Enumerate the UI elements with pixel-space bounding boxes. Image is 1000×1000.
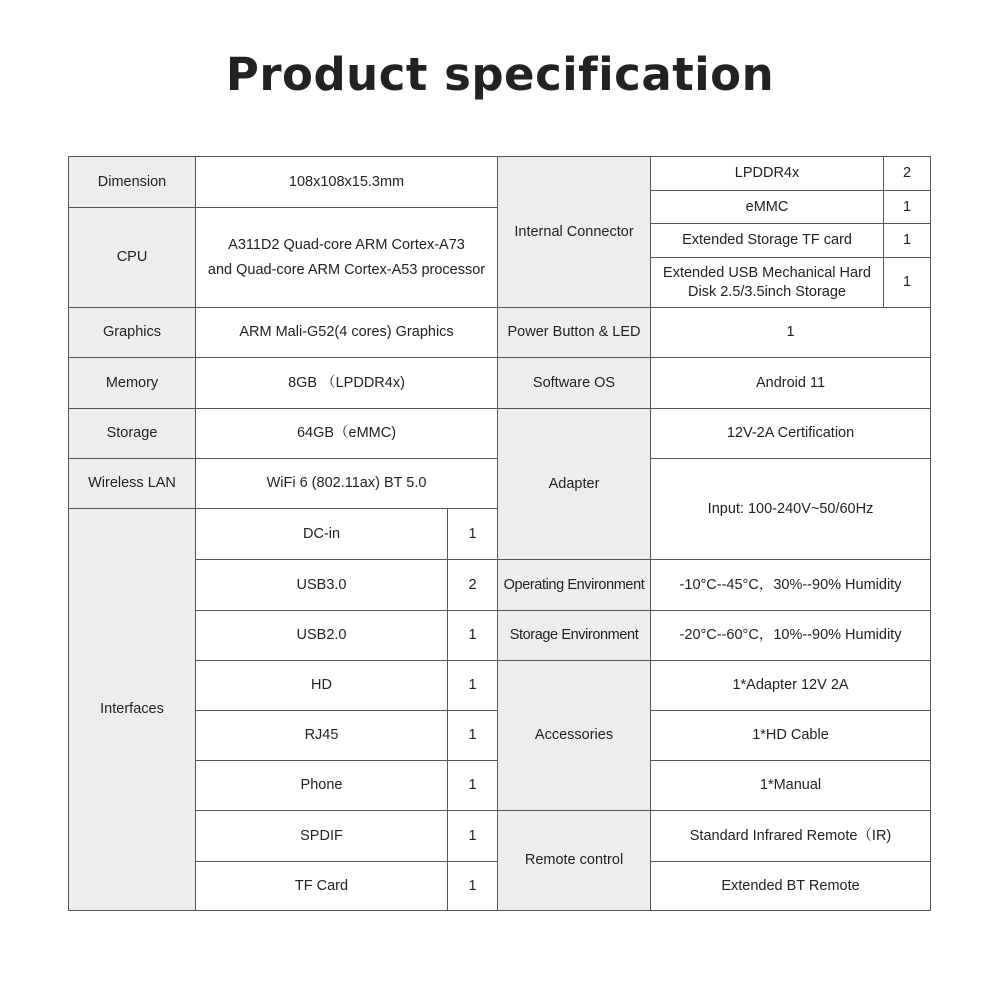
interface-name: USB3.0 — [196, 560, 448, 611]
interface-name: TF Card — [196, 862, 448, 911]
internal-connector-item: Extended Storage TF card — [651, 224, 884, 258]
cpu-label: CPU — [69, 208, 196, 308]
graphics-label: Graphics — [69, 308, 196, 358]
remote-control-label: Remote control — [498, 811, 651, 911]
internal-connector-item-line2: Disk 2.5/3.5inch Storage — [688, 283, 846, 300]
adapter-label: Adapter — [498, 409, 651, 560]
accessory-item: 1*Manual — [651, 761, 931, 811]
memory-label: Memory — [69, 358, 196, 409]
accessories-label: Accessories — [498, 661, 651, 811]
accessory-item: 1*Adapter 12V 2A — [651, 661, 931, 711]
accessory-item: 1*HD Cable — [651, 711, 931, 761]
remote-control-item: Extended BT Remote — [651, 862, 931, 911]
internal-connector-item — [651, 258, 884, 308]
interface-name: Phone — [196, 761, 448, 811]
interface-name: HD — [196, 661, 448, 711]
interface-count: 2 — [448, 560, 498, 611]
interface-name: RJ45 — [196, 711, 448, 761]
operating-environment-value: -10°C--45°C，30%--90% Humidity — [651, 560, 931, 611]
internal-connector-count: 1 — [884, 224, 931, 258]
interface-count: 1 — [448, 711, 498, 761]
software-os-label: Software OS — [498, 358, 651, 409]
storage-environment-value: -20°C--60°C，10%--90% Humidity — [651, 611, 931, 661]
remote-control-item: Standard Infrared Remote（IR) — [651, 811, 931, 862]
dimension-value: 108x108x15.3mm — [196, 157, 498, 208]
memory-value: 8GB （LPDDR4x) — [196, 358, 498, 409]
internal-connector-count: 1 — [884, 191, 931, 224]
storage-label: Storage — [69, 409, 196, 459]
wireless-lan-label: Wireless LAN — [69, 459, 196, 509]
adapter-input: Input: 100-240V~50/60Hz — [651, 459, 931, 560]
power-button-value: 1 — [651, 308, 931, 358]
software-os-value: Android 11 — [651, 358, 931, 409]
cpu-value — [196, 208, 498, 308]
interface-name: SPDIF — [196, 811, 448, 862]
interface-count: 1 — [448, 611, 498, 661]
graphics-value: ARM Mali-G52(4 cores) Graphics — [196, 308, 498, 358]
interfaces-label: Interfaces — [69, 509, 196, 911]
cpu-value-line1: A311D2 Quad-core ARM Cortex-A73 — [228, 237, 465, 254]
interface-name: DC-in — [196, 509, 448, 560]
interface-count: 1 — [448, 509, 498, 560]
cpu-value-line2: and Quad-core ARM Cortex-A53 processor — [207, 261, 486, 278]
power-button-label: Power Button & LED — [498, 308, 651, 358]
interface-name: USB2.0 — [196, 611, 448, 661]
adapter-certification: 12V-2A Certification — [651, 409, 931, 459]
interface-count: 1 — [448, 761, 498, 811]
storage-environment-label: Storage Environment — [498, 611, 651, 661]
internal-connector-count: 2 — [884, 157, 931, 191]
internal-connector-item-line1: Extended USB Mechanical Hard — [663, 265, 871, 282]
dimension-label: Dimension — [69, 157, 196, 208]
page-title: Product specification — [225, 48, 775, 101]
internal-connector-item: eMMC — [651, 191, 884, 224]
interface-count: 1 — [448, 862, 498, 911]
internal-connector-label: Internal Connector — [498, 157, 651, 308]
interface-count: 1 — [448, 661, 498, 711]
internal-connector-item: LPDDR4x — [651, 157, 884, 191]
wireless-lan-value: WiFi 6 (802.11ax) BT 5.0 — [196, 459, 498, 509]
spec-table — [68, 156, 931, 911]
operating-environment-label: Operating Environment — [498, 560, 651, 611]
storage-value: 64GB（eMMC) — [196, 409, 498, 459]
interface-count: 1 — [448, 811, 498, 862]
internal-connector-count: 1 — [884, 258, 931, 308]
